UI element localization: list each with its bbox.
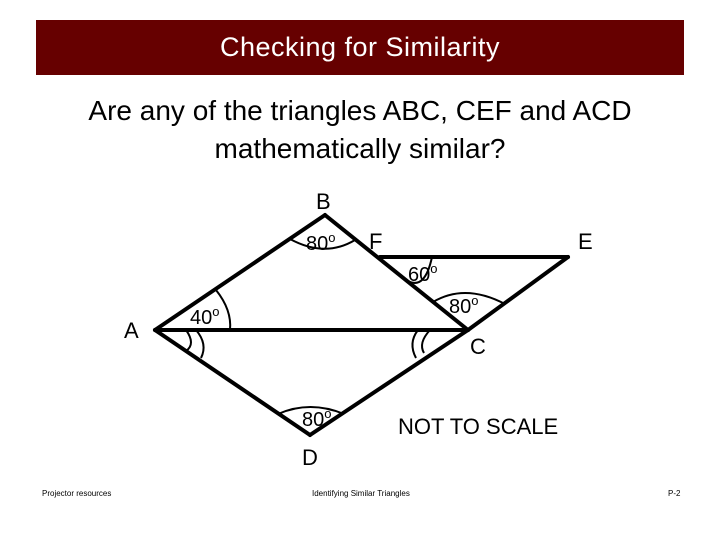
angle-arc-A-lower-1	[186, 330, 191, 351]
angle-arcs	[186, 239, 505, 414]
slide-title: Checking for Similarity	[219, 32, 501, 62]
footer-center: Identifying Similar Triangles	[312, 489, 410, 498]
angle-arc-C-lower-1	[422, 330, 430, 353]
label-E: E	[578, 229, 593, 254]
angle-label-F: 60$^o$	[408, 261, 438, 286]
angle-label-A: 40$^o$	[190, 304, 220, 329]
segment-AD	[155, 330, 310, 435]
footer-left: Projector resources	[42, 489, 112, 498]
label-A: A	[124, 318, 139, 343]
question-line-2: mathematically similar?	[214, 133, 506, 164]
label-F: F	[369, 229, 383, 254]
label-C: C	[470, 334, 486, 359]
segment-BC	[325, 215, 468, 330]
angle-arc-C-lower-2	[412, 330, 418, 358]
triangle-lines	[155, 215, 568, 435]
angle-arc-A-lower-2	[196, 330, 204, 358]
label-D: D	[302, 445, 318, 470]
not-to-scale-note: NOT TO SCALE	[398, 414, 559, 439]
footer-page-number: P-2	[668, 489, 681, 498]
segment-EC	[468, 257, 568, 330]
angle-label-B: 80$^o$	[306, 230, 336, 255]
question-line-1: Are any of the triangles ABC, CEF and ACD	[88, 95, 632, 126]
label-B: B	[316, 189, 331, 214]
angle-label-C-upper: 80$^o$	[449, 293, 479, 318]
segment-AB	[155, 215, 325, 330]
angle-label-D: 80$^o$	[302, 406, 332, 431]
